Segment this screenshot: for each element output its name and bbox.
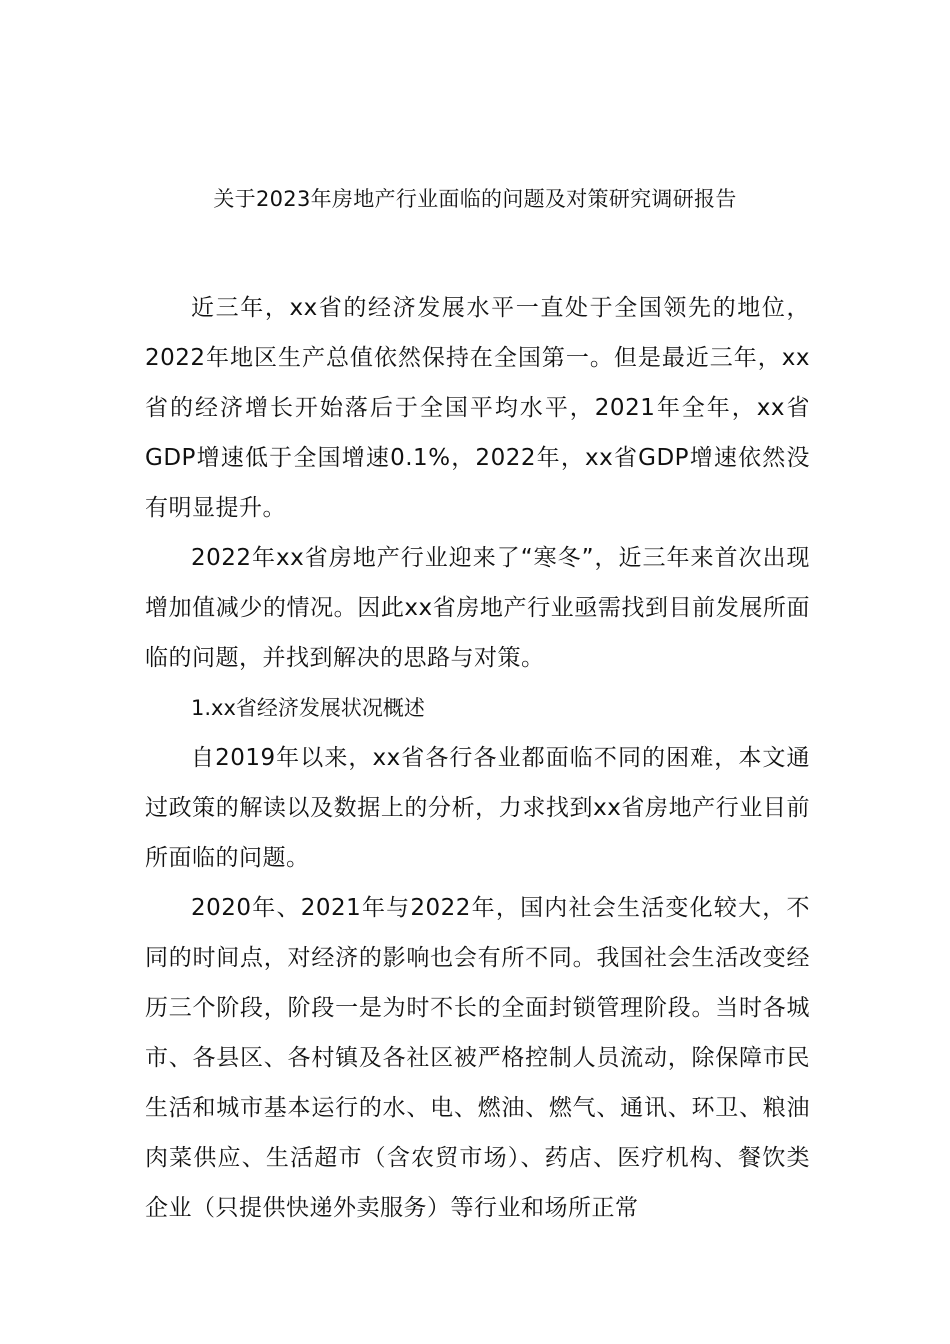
section-heading: 1.xx省经济发展状况概述 (191, 696, 425, 720)
document-title: 关于2023年房地产行业面临的问题及对策研究调研报告 (213, 187, 737, 211)
document-body (145, 283, 810, 1233)
paragraph-real-estate-winter: 2022年xx省房地产行业迎来了“寒冬”，近三年来首次出现增加值减少的情况。因此xx省房地产行业亟需找到目前发展所面临的问题，并找到解决的思路与对策。 (145, 545, 810, 671)
paragraph-since-2019: 自2019年以来，xx省各行各业都面临不同的困难，本文通过政策的解读以及数据上的分析，力求找到xx省房地产行业目前所面临的问题。 (145, 745, 810, 871)
paragraph-overview: 近三年，xx省的经济发展水平一直处于全国领先的地位，2022年地区生产总值依然保持在全国第一。但是最近三年，xx省的经济增长开始落后于全国平均水平，2021年全年，xx省GDP增速低于全国增速0.1%，2022年，xx省GDP增速依然没有明显提升。 (145, 295, 810, 521)
paragraph-stages: 2020年、2021年与2022年，国内社会生活变化较大，不同的时间点，对经济的影响也会有所不同。我国社会生活改变经历三个阶段，阶段一是为时不长的全面封锁管理阶段。当时各城市、各县区、各村镇及各社区被严格控制人员流动，除保障市民生活和城市基本运行的水、电、燃油、燃气、通讯、环卫、粮油肉菜供应、生活超市（含农贸市场）、药店、医疗机构、餐饮类企业（只提供快递外卖服务）等行业和场所正常 (145, 895, 810, 1221)
